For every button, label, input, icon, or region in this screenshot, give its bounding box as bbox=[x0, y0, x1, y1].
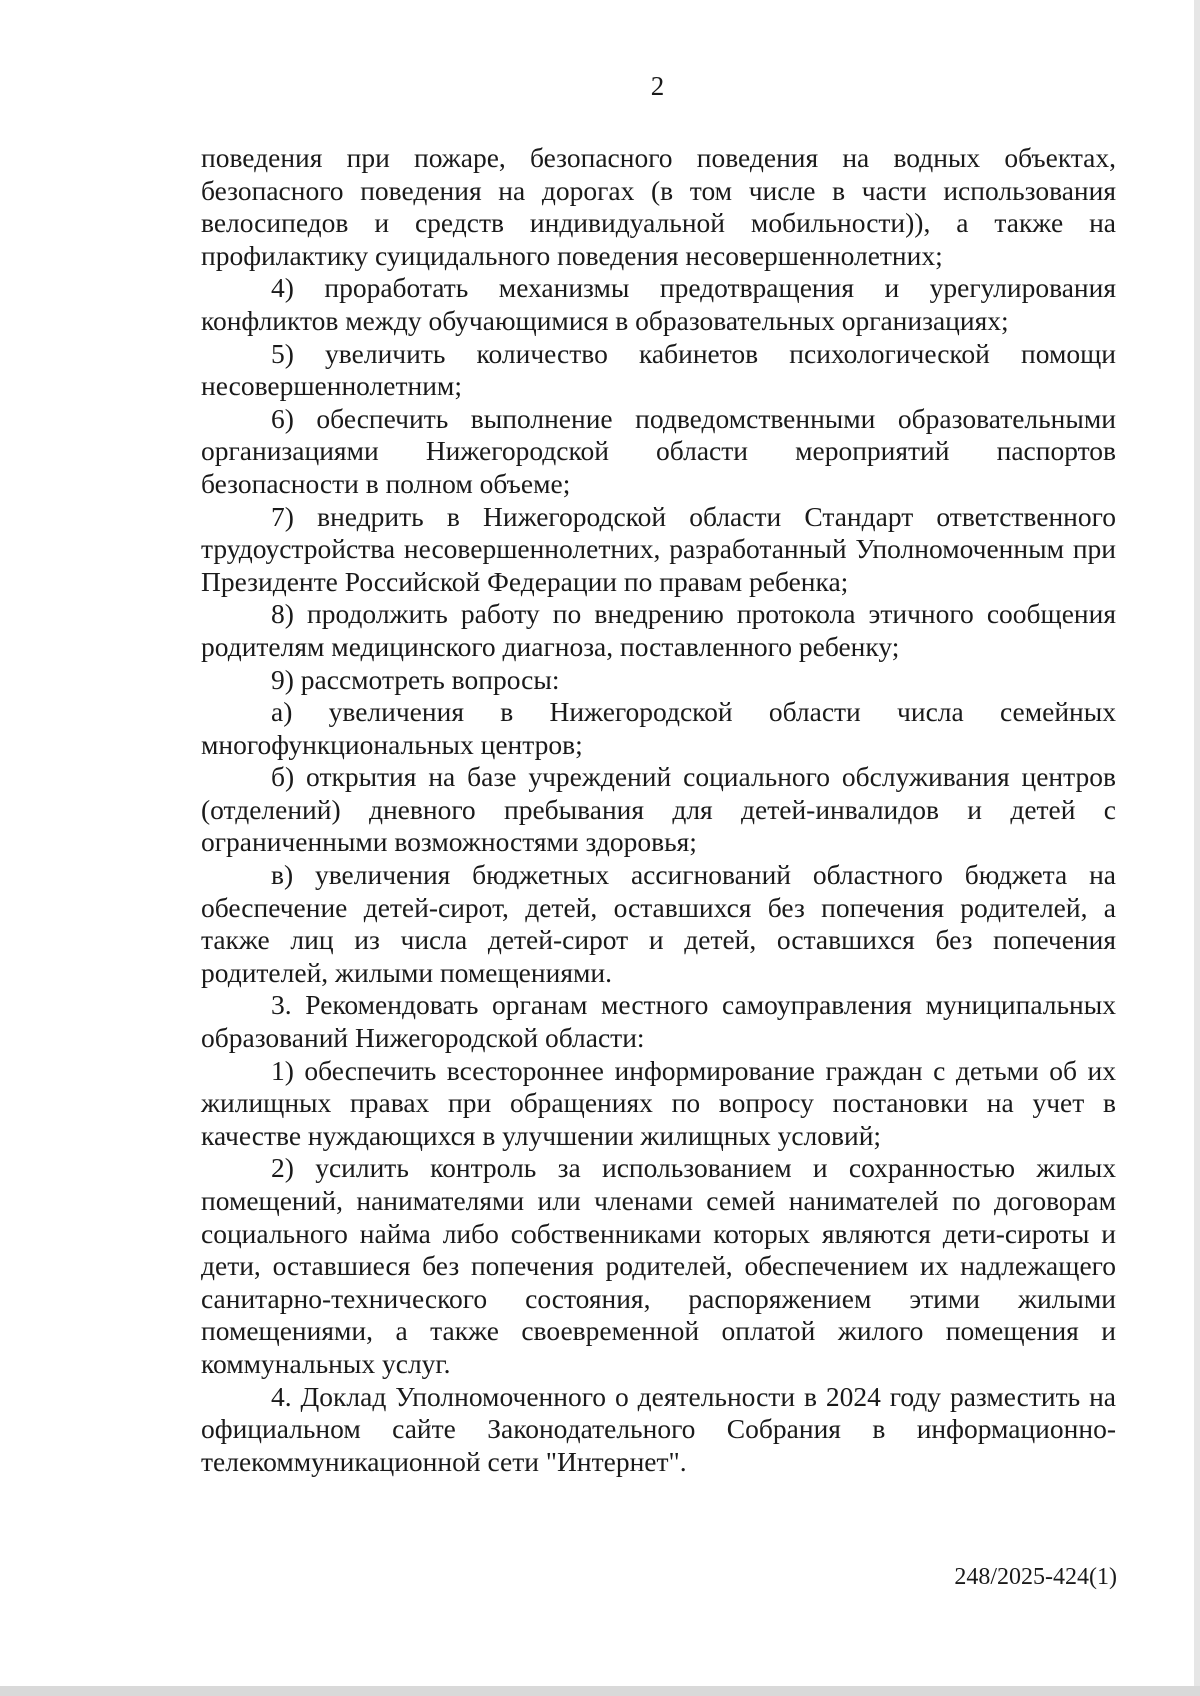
paragraph-section-3-item-1: 1) обеспечить всестороннее информирование граждан с детьми об их жилищных правах при обращениях по вопросу постановки на учет в качестве нуждающихся в улучшении жилищных условий; bbox=[201, 1054, 1116, 1151]
paragraph-item-4: 4) проработать механизмы предотвращения и урегулирования конфликтов между обучающимися в образовательных организациях; bbox=[201, 272, 1116, 336]
paragraph-subitem-v: в) увеличения бюджетных ассигнований областного бюджета на обеспечение детей-сирот, детей, оставшихся без попечения родителей, а также лиц из числа детей-сирот и детей, оставшихся без попечения родителей, жилыми помещениями. bbox=[201, 859, 1116, 988]
paragraph-subitem-a: а) увеличения в Нижегородской области числа семейных многофункциональных центров; bbox=[201, 696, 1116, 760]
page-number: 2 bbox=[650, 71, 665, 101]
paragraph-continuation: поведения при пожаре, безопасного поведения на водных объектах, безопасного поведения на дорогах (в том числе в части использования велосипедов и средств индивидуальной мобильности)), а также на профилактику суицидального поведения несовершеннолетних; bbox=[201, 142, 1116, 271]
paragraph-item-5: 5) увеличить количество кабинетов психологической помощи несовершеннолетним; bbox=[201, 337, 1116, 402]
paragraph-subitem-b: б) открытия на базе учреждений социального обслуживания центров (отделений) дневного пребывания для детей-инвалидов и детей с ограниченными возможностями здоровья; bbox=[201, 761, 1116, 858]
document-reference-number: 248/2025-424(1) bbox=[954, 1564, 1117, 1590]
paragraph-item-7: 7) внедрить в Нижегородской области Стандарт ответственного трудоустройства несовершеннолетних, разработанный Уполномоченным при Президенте Российской Федерации по правам ребенка; bbox=[201, 500, 1116, 597]
paragraph-section-3-item-2: 2) усилить контроль за использованием и сохранностью жилых помещений, нанимателями или членами семей нанимателей по договорам социального найма либо собственниками которых являются дети-сироты и дети, оставшиеся без попечения родителей, обеспечением их надлежащего санитарно-технического состояния, распоряжением этими жилыми помещениями, а также своевременной оплатой жилого помещения и коммунальных услуг. bbox=[201, 1152, 1116, 1379]
scan-edge-right bbox=[1194, 0, 1200, 1696]
paragraph-section-4: 4. Доклад Уполномоченного о деятельности в 2024 году разместить на официальном сайте Законодательного Собрания в информационно-телекоммуникационной сети "Интернет". bbox=[201, 1380, 1116, 1477]
paragraph-item-6: 6) обеспечить выполнение подведомственными образовательными организациями Нижегородской области мероприятий паспортов безопасности в полном объеме; bbox=[201, 402, 1116, 499]
paragraph-section-3: 3. Рекомендовать органам местного самоуправления муниципальных образований Нижегородской области: bbox=[201, 989, 1116, 1054]
paragraph-item-8: 8) продолжить работу по внедрению протокола этичного сообщения родителям медицинского диагноза, поставленного ребенку; bbox=[201, 598, 1116, 662]
scan-edge-bottom bbox=[0, 1686, 1200, 1696]
document-body bbox=[201, 142, 1116, 1478]
paragraph-item-9: 9) рассмотреть вопросы: bbox=[271, 663, 560, 695]
